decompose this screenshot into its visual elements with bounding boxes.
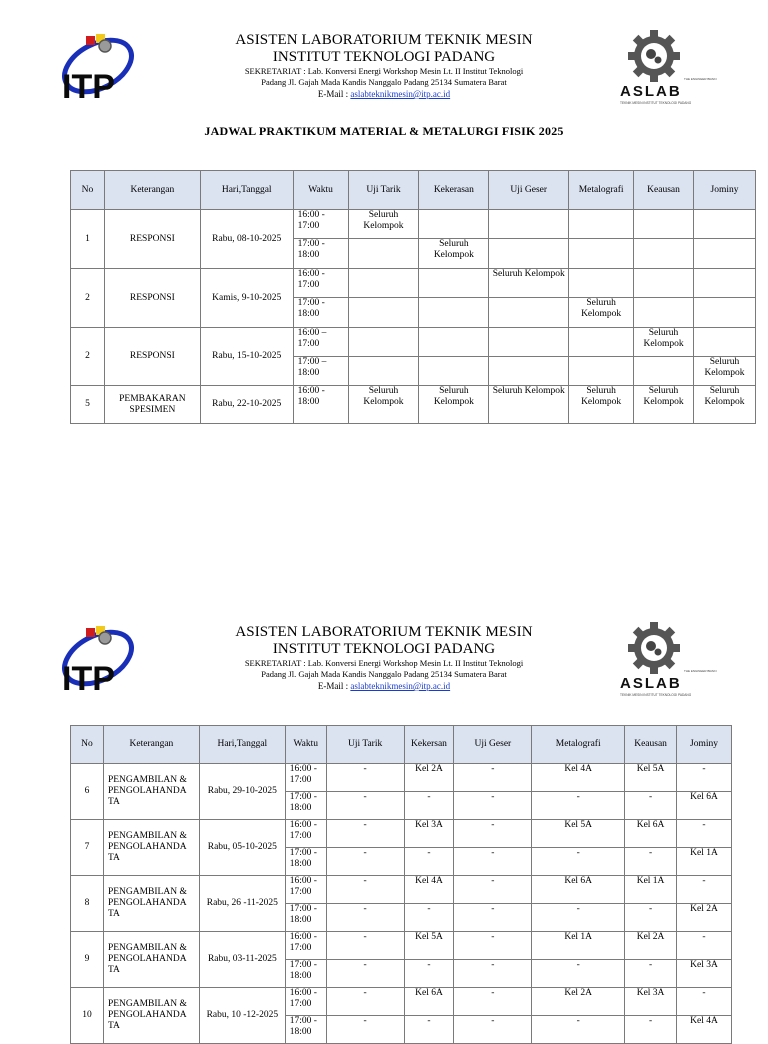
schedule-cell: Kel 2A bbox=[404, 764, 454, 792]
schedule-cell: - bbox=[326, 792, 404, 820]
row-description: RESPONSI bbox=[104, 328, 200, 386]
row-number: 1 bbox=[71, 210, 105, 269]
row-number: 2 bbox=[71, 269, 105, 328]
time-slot: 16:00 - 18:00 bbox=[293, 386, 348, 424]
row-description: PENGAMBILAN & PENGOLAHANDA TA bbox=[103, 820, 199, 876]
letterhead-title: ASISTEN LABORATORIUM TEKNIK MESIN bbox=[235, 32, 533, 48]
column-header: Hari,Tanggal bbox=[200, 171, 293, 210]
schedule-cell: Kel 1A bbox=[625, 876, 677, 904]
schedule-cell: - bbox=[532, 792, 625, 820]
schedule-cell bbox=[348, 298, 419, 328]
row-date: Rabu, 05-10-2025 bbox=[199, 820, 285, 876]
letterhead bbox=[0, 620, 768, 702]
schedule-cell bbox=[489, 239, 569, 269]
table-row bbox=[71, 386, 756, 424]
column-header: Uji Tarik bbox=[326, 726, 404, 764]
schedule-cell: - bbox=[454, 960, 532, 988]
schedule-cell: - bbox=[677, 876, 732, 904]
aslab-logo-text: ASLAB bbox=[620, 83, 682, 100]
schedule-cell: Kel 5A bbox=[625, 764, 677, 792]
column-header: No bbox=[71, 171, 105, 210]
schedule-cell: Seluruh Kelompok bbox=[489, 269, 569, 298]
schedule-cell: - bbox=[454, 904, 532, 932]
letterhead-secretariat: SEKRETARIAT : Lab. Konversi Energi Workshop Mesin Lt. II Institut Teknologi bbox=[244, 658, 524, 668]
row-description: RESPONSI bbox=[104, 269, 200, 328]
schedule-cell: - bbox=[326, 848, 404, 876]
schedule-cell bbox=[569, 357, 634, 386]
document-page-2 bbox=[0, 600, 768, 1037]
svg-text:TEKNIK MESIN INSTITUT TEKNOLOG: TEKNIK MESIN INSTITUT TEKNOLOGI PADANG bbox=[620, 693, 692, 697]
itp-logo-text: ITP bbox=[62, 68, 115, 106]
time-slot: 17:00 - 18:00 bbox=[293, 239, 348, 269]
email-link[interactable]: aslabteknikmesin@itp.ac.id bbox=[350, 89, 451, 99]
time-slot: 17:00 - 18:00 bbox=[293, 298, 348, 328]
schedule-cell: - bbox=[326, 904, 404, 932]
schedule-cell bbox=[348, 239, 419, 269]
schedule-cell bbox=[348, 328, 419, 357]
schedule-cell: - bbox=[404, 1016, 454, 1044]
row-description: RESPONSI bbox=[104, 210, 200, 269]
schedule-cell bbox=[634, 298, 694, 328]
schedule-cell bbox=[419, 328, 489, 357]
time-slot: 17:00 - 18:00 bbox=[285, 848, 326, 876]
table-row bbox=[71, 328, 756, 357]
itp-logo bbox=[56, 30, 136, 104]
row-date: Rabu, 29-10-2025 bbox=[199, 764, 285, 820]
schedule-cell: Seluruh Kelompok bbox=[569, 298, 634, 328]
schedule-cell: - bbox=[326, 820, 404, 848]
letterhead-institute: INSTITUT TEKNOLOGI PADANG bbox=[272, 49, 496, 65]
table-row bbox=[71, 269, 756, 298]
schedule-cell bbox=[634, 357, 694, 386]
schedule-cell: Seluruh Kelompok bbox=[419, 239, 489, 269]
schedule-cell: Seluruh Kelompok bbox=[694, 386, 756, 424]
svg-text:TEKNIK MESIN INSTITUT TEKNOLOG: TEKNIK MESIN INSTITUT TEKNOLOGI PADANG bbox=[620, 101, 692, 105]
column-header: Metalografi bbox=[532, 726, 625, 764]
row-description: PENGAMBILAN & PENGOLAHANDA TA bbox=[103, 932, 199, 988]
schedule-cell: Kel 6A bbox=[677, 792, 732, 820]
table-row bbox=[71, 876, 732, 904]
table-row bbox=[71, 988, 732, 1016]
letterhead-address: Padang Jl. Gajah Mada Kandis Nanggalo Padang 25134 Sumatera Barat bbox=[261, 77, 507, 87]
time-slot: 16:00 – 17:00 bbox=[293, 328, 348, 357]
schedule-cell: Kel 6A bbox=[404, 988, 454, 1016]
schedule-cell: - bbox=[625, 792, 677, 820]
schedule-cell: Seluruh Kelompok bbox=[489, 386, 569, 424]
aslab-logo bbox=[614, 30, 717, 108]
schedule-cell: Kel 3A bbox=[677, 960, 732, 988]
schedule-cell: Seluruh Kelompok bbox=[634, 386, 694, 424]
schedule-cell bbox=[569, 210, 634, 239]
time-slot: 17:00 - 18:00 bbox=[285, 904, 326, 932]
schedule-cell: - bbox=[532, 848, 625, 876]
column-header: Metalografi bbox=[569, 171, 634, 210]
schedule-cell: Kel 4A bbox=[677, 1016, 732, 1044]
schedule-cell bbox=[489, 328, 569, 357]
column-header: Uji Geser bbox=[454, 726, 532, 764]
schedule-cell: - bbox=[454, 1016, 532, 1044]
schedule-cell: Kel 5A bbox=[532, 820, 625, 848]
svg-text:THE ENGINEER BRAIN: THE ENGINEER BRAIN bbox=[684, 669, 717, 673]
schedule-cell bbox=[419, 298, 489, 328]
letterhead-title: ASISTEN LABORATORIUM TEKNIK MESIN bbox=[235, 624, 533, 640]
schedule-cell: Kel 2A bbox=[532, 988, 625, 1016]
column-header: Hari,Tanggal bbox=[199, 726, 285, 764]
time-slot: 17:00 – 18:00 bbox=[293, 357, 348, 386]
schedule-cell: - bbox=[454, 876, 532, 904]
column-header: Keterangan bbox=[103, 726, 199, 764]
schedule-cell: Kel 2A bbox=[625, 932, 677, 960]
itp-logo bbox=[56, 622, 136, 696]
schedule-cell bbox=[348, 269, 419, 298]
schedule-cell: Kel 1A bbox=[677, 848, 732, 876]
aslab-logo-text: ASLAB bbox=[620, 675, 682, 692]
schedule-cell: Seluruh Kelompok bbox=[634, 328, 694, 357]
schedule-cell: Kel 6A bbox=[625, 820, 677, 848]
schedule-cell bbox=[634, 269, 694, 298]
schedule-cell bbox=[694, 210, 756, 239]
schedule-cell: - bbox=[326, 764, 404, 792]
schedule-cell: - bbox=[326, 960, 404, 988]
time-slot: 16:00 - 17:00 bbox=[285, 764, 326, 792]
schedule-cell: - bbox=[454, 764, 532, 792]
row-description: PENGAMBILAN & PENGOLAHANDA TA bbox=[103, 764, 199, 820]
schedule-cell: - bbox=[625, 1016, 677, 1044]
schedule-cell: - bbox=[454, 848, 532, 876]
letterhead bbox=[0, 28, 768, 110]
row-date: Kamis, 9-10-2025 bbox=[200, 269, 293, 328]
row-date: Rabu, 15-10-2025 bbox=[200, 328, 293, 386]
schedule-cell: Seluruh Kelompok bbox=[419, 386, 489, 424]
schedule-cell: - bbox=[625, 848, 677, 876]
letterhead-email-line: E-Mail : aslabteknikmesin@itp.ac.id bbox=[317, 681, 451, 691]
schedule-cell: - bbox=[326, 932, 404, 960]
schedule-cell: Kel 4A bbox=[404, 876, 454, 904]
row-number: 6 bbox=[71, 764, 104, 820]
table-row bbox=[71, 764, 732, 792]
schedule-cell bbox=[694, 239, 756, 269]
schedule-cell: Kel 6A bbox=[532, 876, 625, 904]
row-date: Rabu, 08-10-2025 bbox=[200, 210, 293, 269]
column-header: Keausan bbox=[625, 726, 677, 764]
column-header: Jominy bbox=[677, 726, 732, 764]
schedule-cell bbox=[569, 328, 634, 357]
time-slot: 16:00 - 17:00 bbox=[293, 269, 348, 298]
table-row bbox=[71, 210, 756, 239]
itp-logo-text: ITP bbox=[62, 660, 115, 698]
row-number: 7 bbox=[71, 820, 104, 876]
schedule-cell bbox=[348, 357, 419, 386]
row-number: 8 bbox=[71, 876, 104, 932]
schedule-cell bbox=[694, 298, 756, 328]
time-slot: 17:00 - 18:00 bbox=[285, 1016, 326, 1044]
time-slot: 16:00 - 17:00 bbox=[285, 820, 326, 848]
row-date: Rabu, 26 -11-2025 bbox=[199, 876, 285, 932]
schedule-title: JADWAL PRAKTIKUM MATERIAL & METALURGI FISIK 2025 bbox=[204, 124, 564, 138]
column-header: Uji Geser bbox=[489, 171, 569, 210]
column-header: No bbox=[71, 726, 104, 764]
schedule-cell: - bbox=[404, 792, 454, 820]
row-description: PEMBAKARAN SPESIMEN bbox=[104, 386, 200, 424]
schedule-cell: Kel 3A bbox=[404, 820, 454, 848]
schedule-cell: Kel 4A bbox=[532, 764, 625, 792]
schedule-cell: - bbox=[677, 764, 732, 792]
letterhead-email-line: E-Mail : aslabteknikmesin@itp.ac.id bbox=[317, 89, 451, 99]
aslab-logo bbox=[614, 622, 717, 700]
schedule-cell: - bbox=[326, 988, 404, 1016]
letterhead-secretariat: SEKRETARIAT : Lab. Konversi Energi Workshop Mesin Lt. II Institut Teknologi bbox=[244, 66, 524, 76]
row-number: 9 bbox=[71, 932, 104, 988]
svg-text:THE ENGINEER BRAIN: THE ENGINEER BRAIN bbox=[684, 77, 717, 81]
schedule-cell: Seluruh Kelompok bbox=[348, 210, 419, 239]
column-header: Kekersan bbox=[404, 726, 454, 764]
schedule-cell: Seluruh Kelompok bbox=[348, 386, 419, 424]
letterhead-institute: INSTITUT TEKNOLOGI PADANG bbox=[272, 641, 496, 657]
schedule-cell: Seluruh Kelompok bbox=[569, 386, 634, 424]
schedule-cell bbox=[694, 328, 756, 357]
schedule-cell: Seluruh Kelompok bbox=[694, 357, 756, 386]
schedule-cell: - bbox=[677, 932, 732, 960]
table-row bbox=[71, 820, 732, 848]
schedule-cell: - bbox=[454, 932, 532, 960]
schedule-cell: Kel 3A bbox=[625, 988, 677, 1016]
column-header: Keterangan bbox=[104, 171, 200, 210]
schedule-cell: - bbox=[404, 960, 454, 988]
time-slot: 16:00 - 17:00 bbox=[285, 932, 326, 960]
email-link[interactable]: aslabteknikmesin@itp.ac.id bbox=[350, 681, 451, 691]
schedule-cell bbox=[569, 269, 634, 298]
row-date: Rabu, 03-11-2025 bbox=[199, 932, 285, 988]
schedule-cell: - bbox=[625, 960, 677, 988]
schedule-cell bbox=[489, 357, 569, 386]
schedule-cell bbox=[419, 210, 489, 239]
schedule-cell: - bbox=[404, 904, 454, 932]
column-header: Uji Tarik bbox=[348, 171, 419, 210]
schedule-cell bbox=[489, 210, 569, 239]
schedule-cell bbox=[569, 239, 634, 269]
time-slot: 16:00 - 17:00 bbox=[285, 876, 326, 904]
schedule-cell bbox=[634, 210, 694, 239]
row-description: PENGAMBILAN & PENGOLAHANDA TA bbox=[103, 988, 199, 1044]
column-header: Waktu bbox=[285, 726, 326, 764]
row-number: 2 bbox=[71, 328, 105, 386]
schedule-cell: Kel 1A bbox=[532, 932, 625, 960]
row-date: Rabu, 22-10-2025 bbox=[200, 386, 293, 424]
time-slot: 17:00 - 18:00 bbox=[285, 960, 326, 988]
column-header: Jominy bbox=[694, 171, 756, 210]
row-number: 5 bbox=[71, 386, 105, 424]
schedule-cell bbox=[634, 239, 694, 269]
row-description: PENGAMBILAN & PENGOLAHANDA TA bbox=[103, 876, 199, 932]
schedule-cell: Kel 5A bbox=[404, 932, 454, 960]
schedule-cell: - bbox=[454, 792, 532, 820]
schedule-table-2 bbox=[70, 725, 732, 1044]
schedule-cell: - bbox=[326, 1016, 404, 1044]
schedule-cell: - bbox=[454, 988, 532, 1016]
row-date: Rabu, 10 -12-2025 bbox=[199, 988, 285, 1044]
schedule-cell: Kel 2A bbox=[677, 904, 732, 932]
letterhead-address: Padang Jl. Gajah Mada Kandis Nanggalo Padang 25134 Sumatera Barat bbox=[261, 669, 507, 679]
schedule-cell bbox=[489, 298, 569, 328]
schedule-cell: - bbox=[625, 904, 677, 932]
time-slot: 16:00 - 17:00 bbox=[285, 988, 326, 1016]
row-number: 10 bbox=[71, 988, 104, 1044]
schedule-cell: - bbox=[532, 1016, 625, 1044]
schedule-cell: - bbox=[677, 820, 732, 848]
schedule-cell: - bbox=[454, 820, 532, 848]
schedule-cell: - bbox=[677, 988, 732, 1016]
schedule-cell: - bbox=[532, 904, 625, 932]
schedule-cell bbox=[419, 357, 489, 386]
column-header: Waktu bbox=[293, 171, 348, 210]
schedule-cell: - bbox=[404, 848, 454, 876]
column-header: Keausan bbox=[634, 171, 694, 210]
schedule-table-1 bbox=[70, 170, 756, 424]
schedule-cell bbox=[694, 269, 756, 298]
time-slot: 17:00 - 18:00 bbox=[285, 792, 326, 820]
schedule-cell: - bbox=[532, 960, 625, 988]
time-slot: 16:00 - 17:00 bbox=[293, 210, 348, 239]
table-row bbox=[71, 932, 732, 960]
column-header: Kekerasan bbox=[419, 171, 489, 210]
schedule-cell: - bbox=[326, 876, 404, 904]
schedule-cell bbox=[419, 269, 489, 298]
